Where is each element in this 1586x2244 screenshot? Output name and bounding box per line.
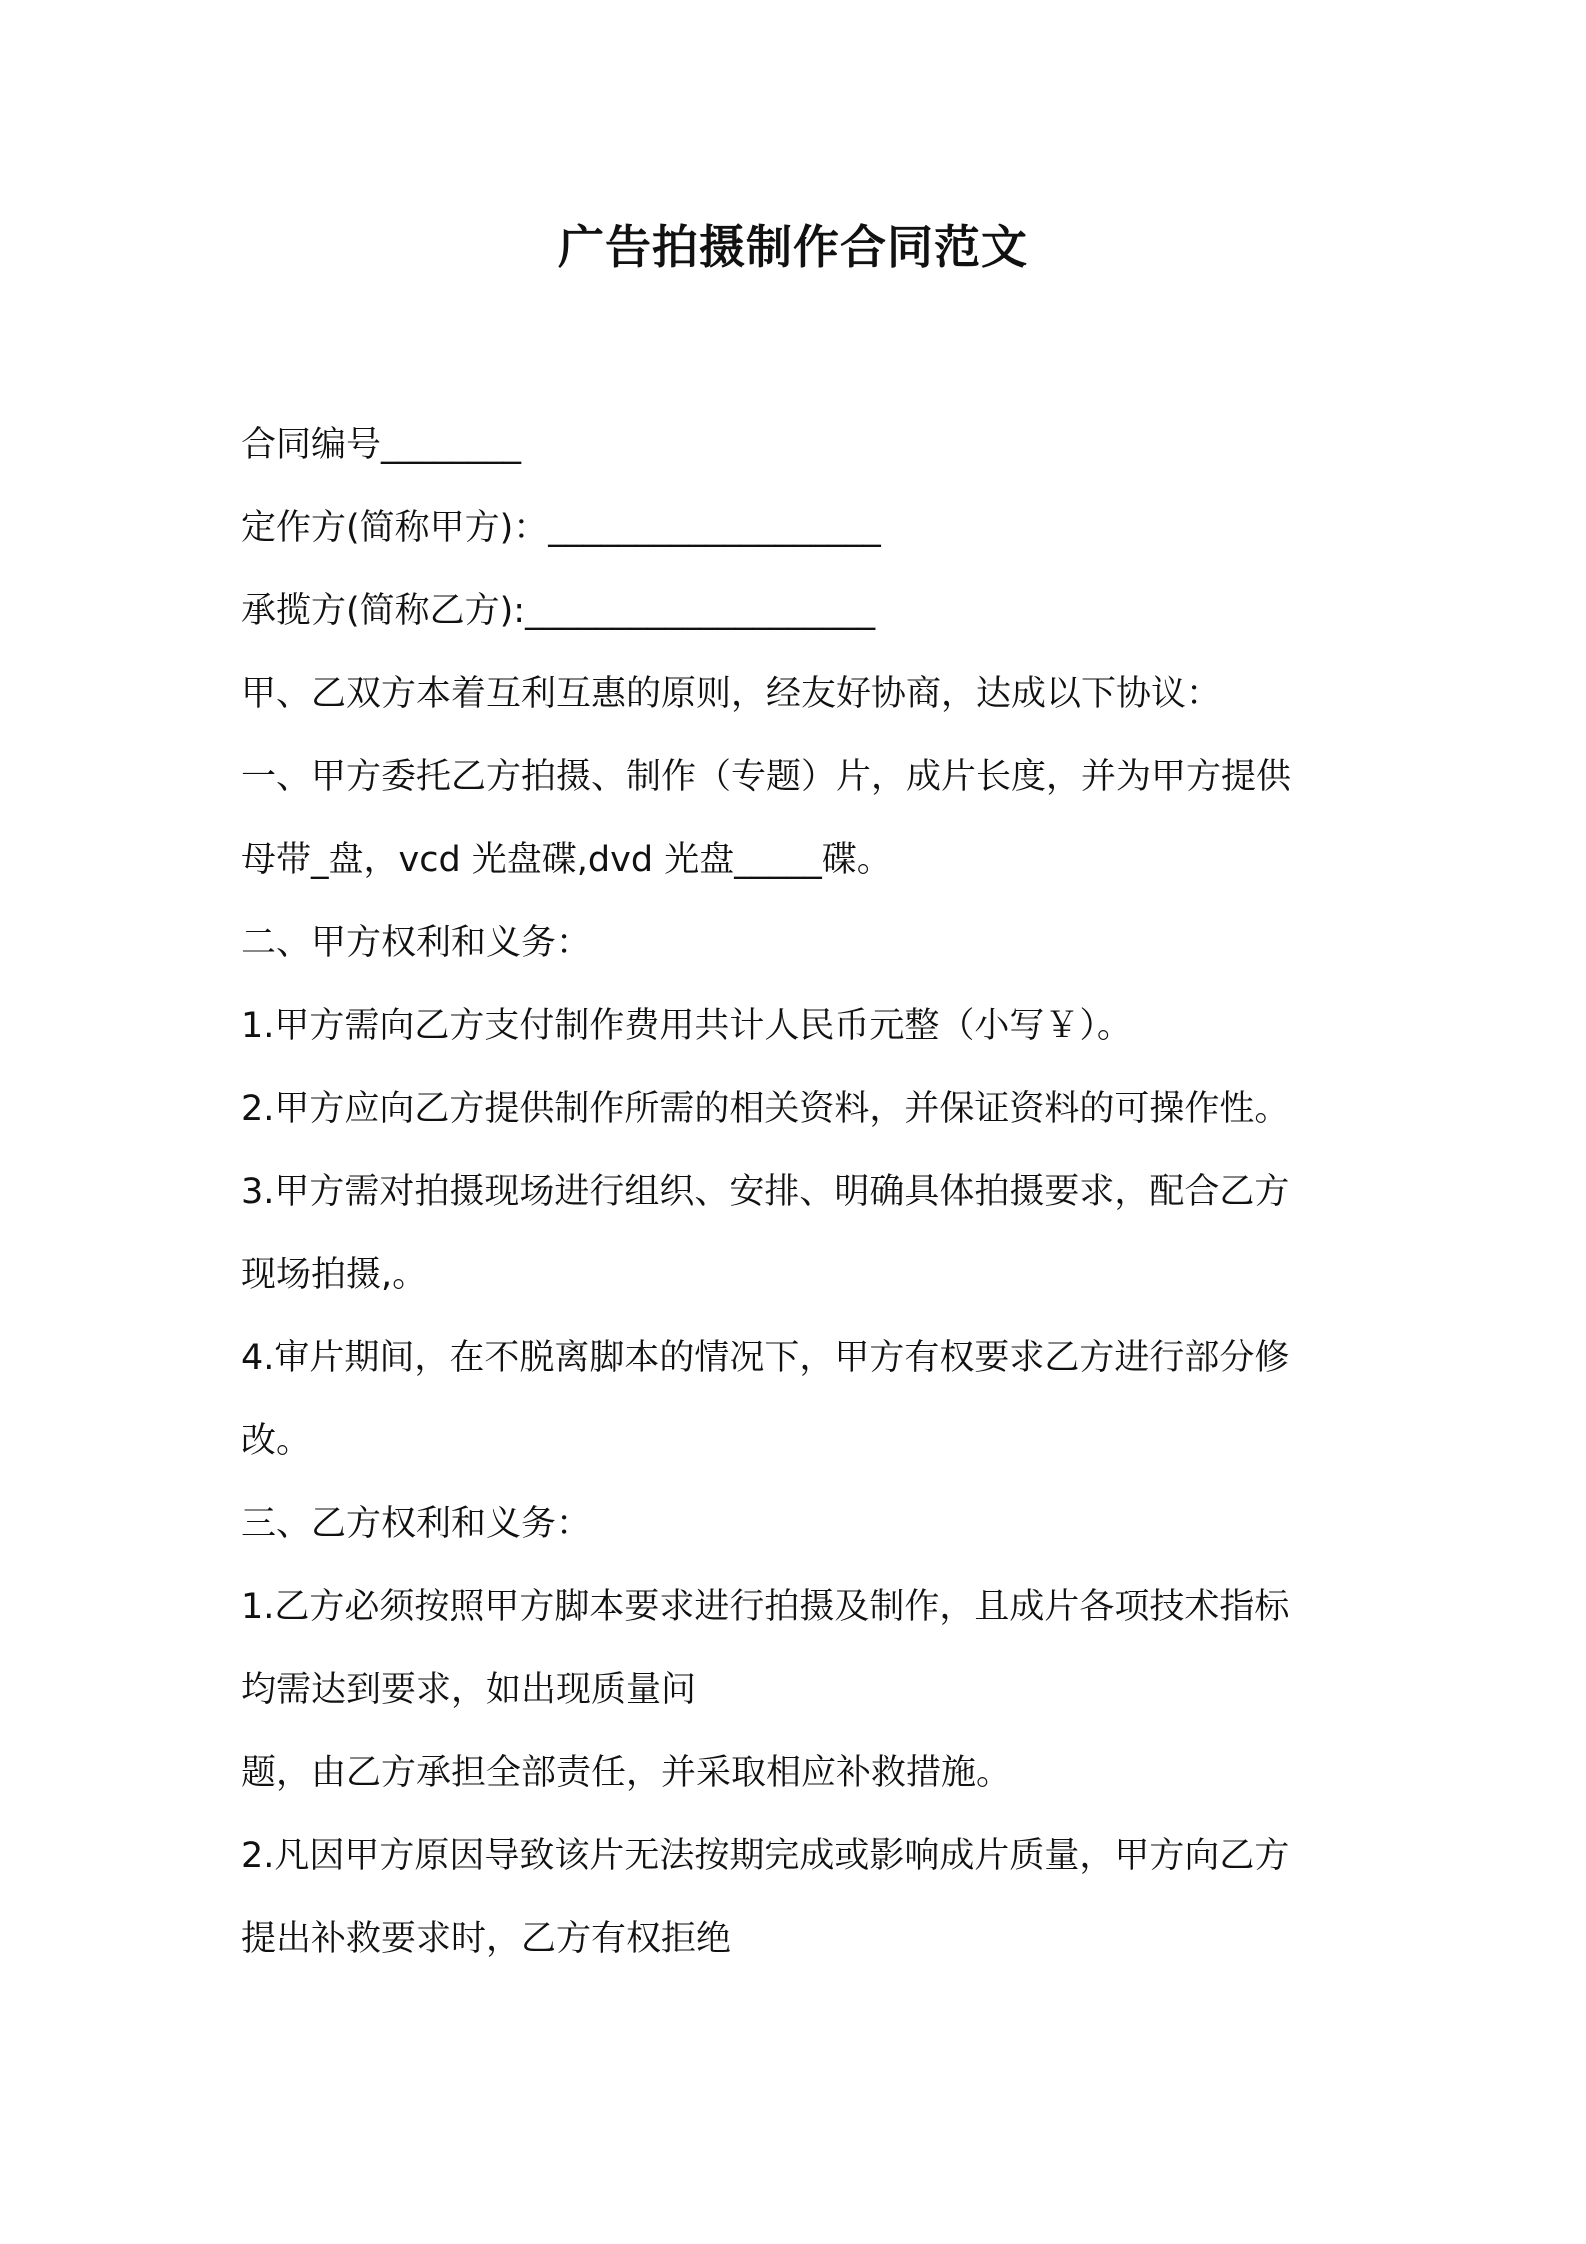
section-2-item-3-line-1: 3.甲方需对拍摄现场进行组织、安排、明确具体拍摄要求，配合乙方 xyxy=(241,1172,1290,1212)
section-2-item-1: 1.甲方需向乙方支付制作费用共计人民币元整（小写￥）。 xyxy=(241,1006,1132,1046)
section-2-item-4-line-1: 4.审片期间，在不脱离脚本的情况下，甲方有权要求乙方进行部分修 xyxy=(241,1338,1290,1378)
section-3-item-1-line-2: 均需达到要求，如出现质量问 xyxy=(241,1670,697,1710)
clause-1-line-1: 一、甲方委托乙方拍摄、制作（专题）片，成片长度，并为甲方提供 xyxy=(241,757,1292,797)
section-3-heading: 三、乙方权利和义务： xyxy=(241,1504,592,1544)
section-3-item-2-line-1: 2.凡因甲方原因导致该片无法按期完成或影响成片质量，甲方向乙方 xyxy=(241,1836,1290,1876)
section-2-item-2: 2.甲方应向乙方提供制作所需的相关资料，并保证资料的可操作性。 xyxy=(241,1089,1290,1129)
section-3-item-1-line-1: 1.乙方必须按照甲方脚本要求进行拍摄及制作，且成片各项技术指标 xyxy=(241,1587,1290,1627)
clause-1-line-2: 母带_盘，vcd 光盘碟,dvd 光盘_____碟。 xyxy=(241,840,892,880)
section-3-item-2-line-2: 提出补救要求时，乙方有权拒绝 xyxy=(241,1919,732,1959)
section-2-heading: 二、甲方权利和义务： xyxy=(241,923,592,963)
section-2-item-3-line-2: 现场拍摄,。 xyxy=(241,1255,428,1295)
party-a-line: 定作方(简称甲方)：___________________ xyxy=(241,508,881,548)
contract-number-line: 合同编号________ xyxy=(241,425,522,465)
preamble-line: 甲、乙双方本着互利互惠的原则，经友好协商，达成以下协议： xyxy=(241,674,1222,714)
section-2-item-4-line-2: 改。 xyxy=(241,1421,312,1461)
document-body xyxy=(241,404,1361,1981)
party-b-line: 承揽方(简称乙方):____________________ xyxy=(241,591,876,631)
document-title: 广告拍摄制作合同范文 xyxy=(558,220,1028,274)
section-3-item-1-line-3: 题，由乙方承担全部责任，并采取相应补救措施。 xyxy=(241,1753,1012,1793)
